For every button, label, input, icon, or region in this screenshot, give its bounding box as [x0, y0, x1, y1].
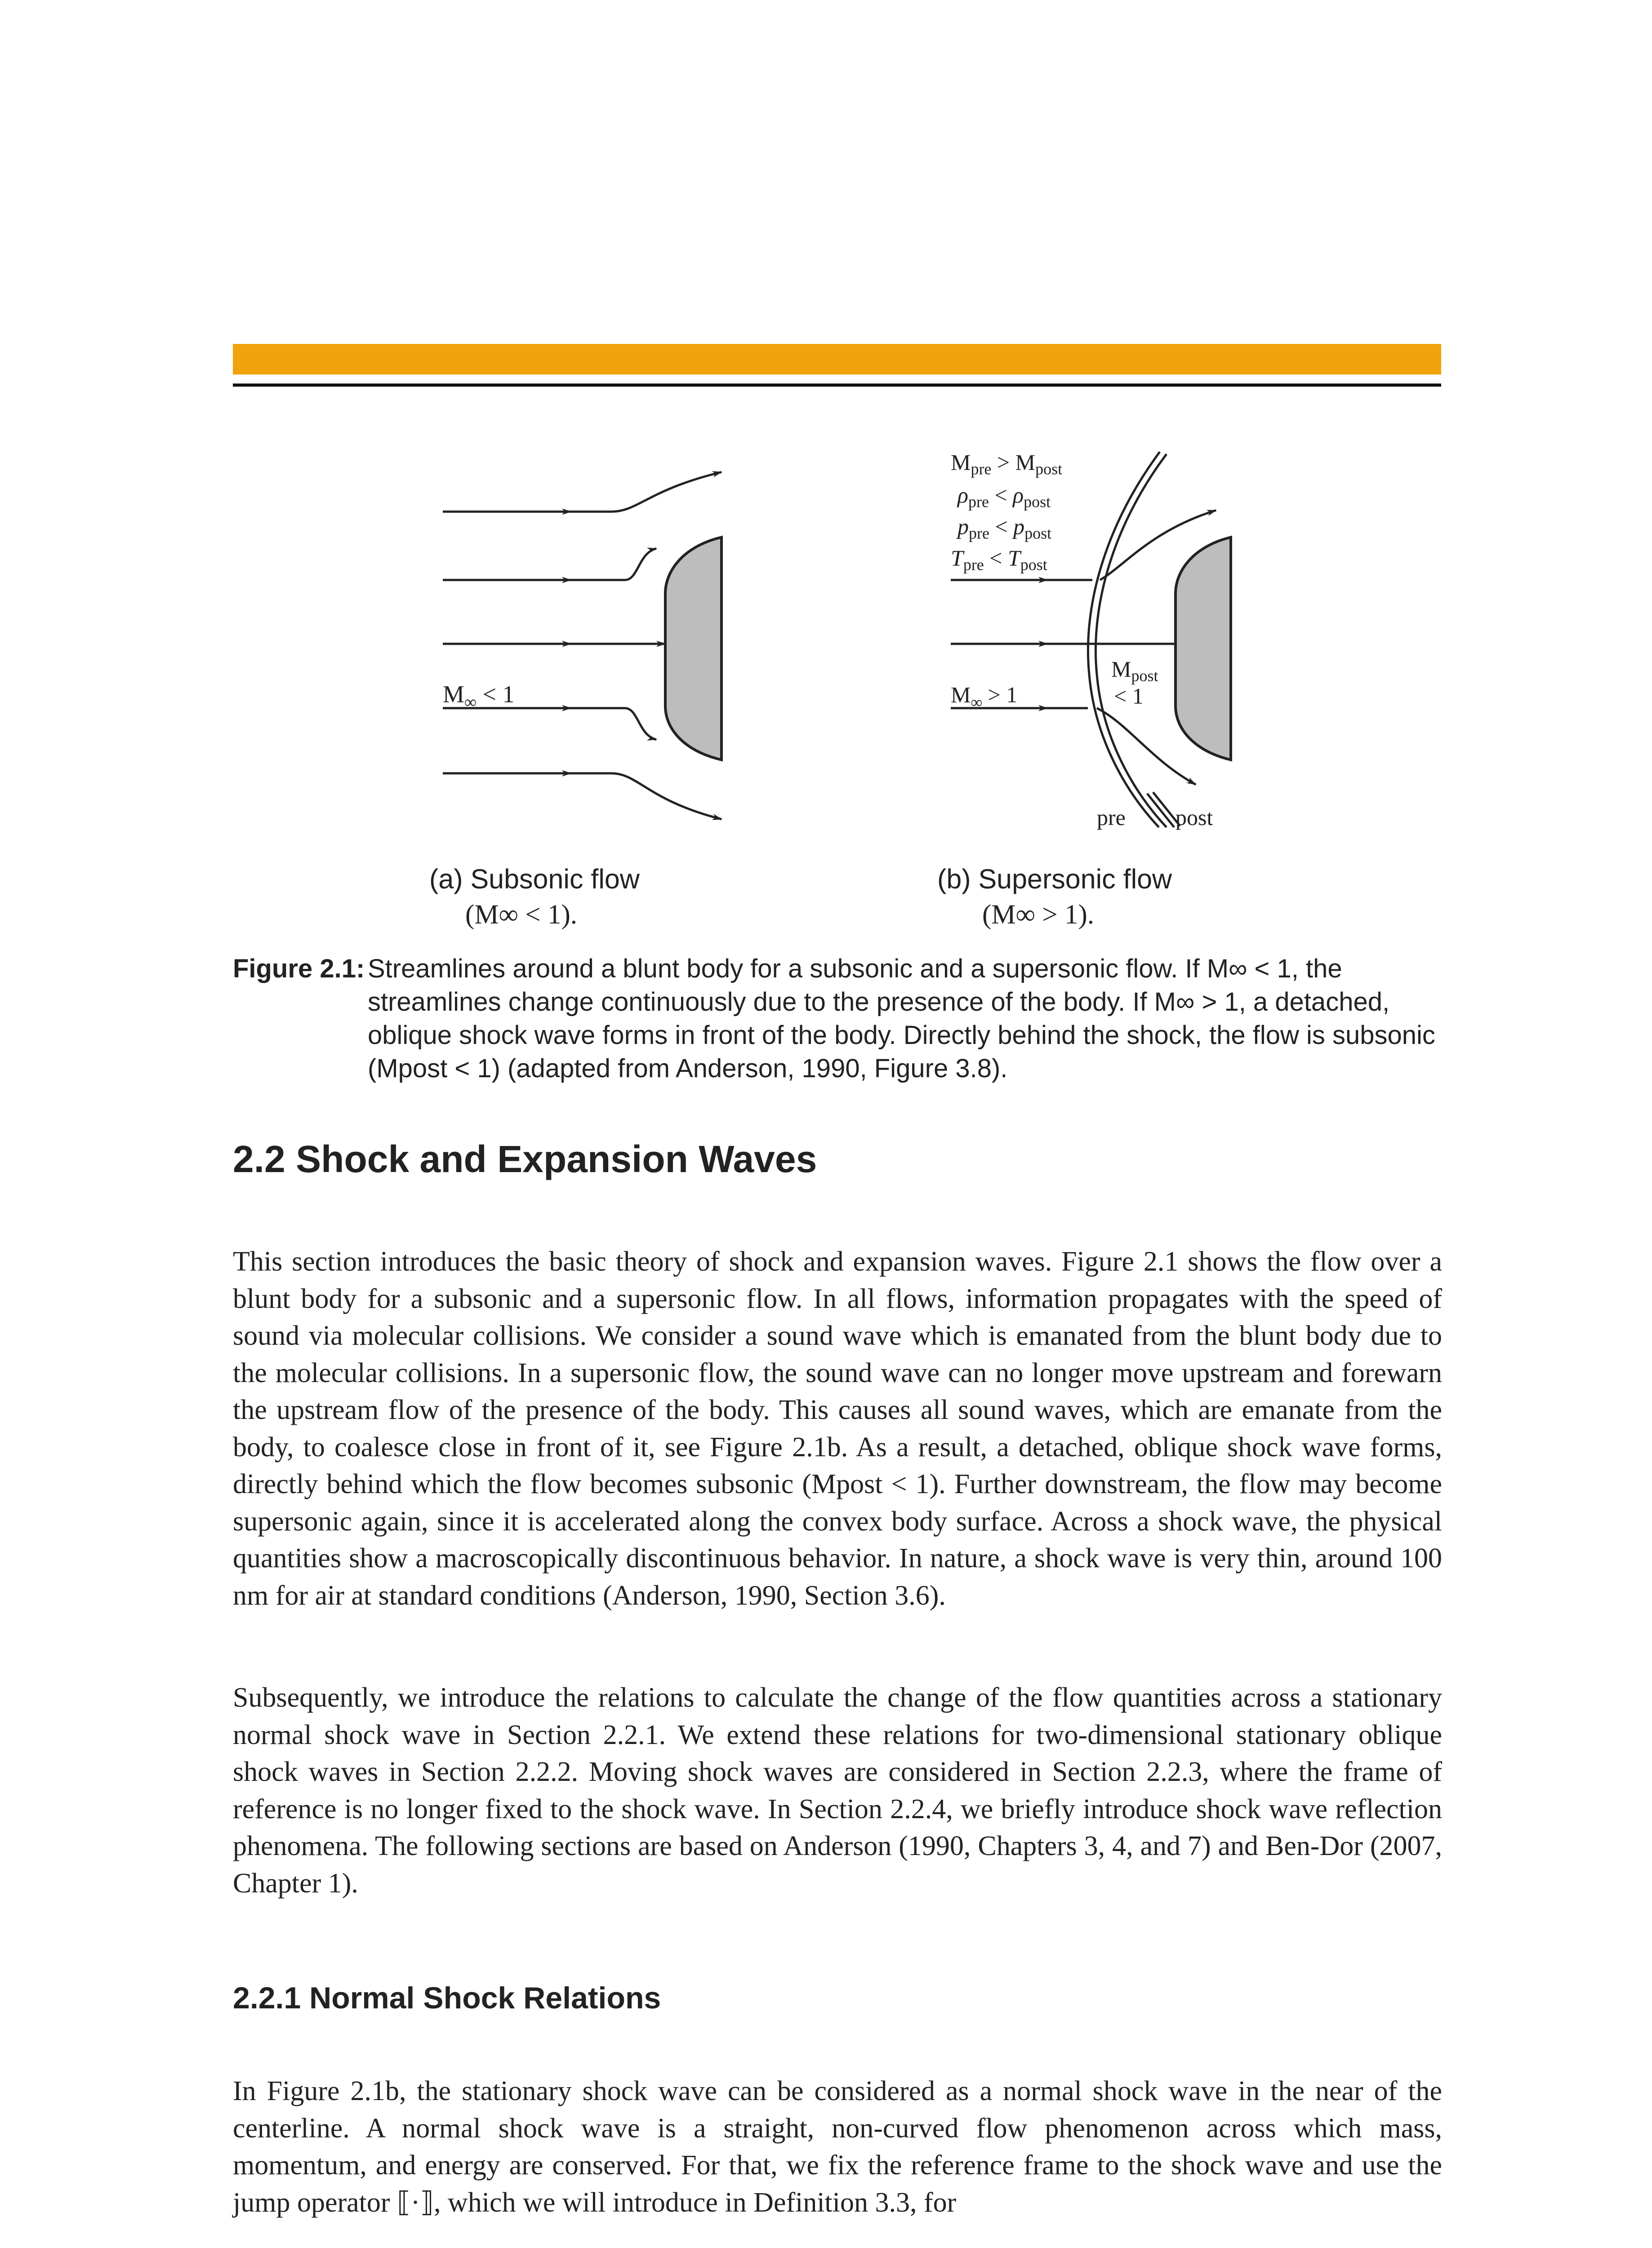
caption-text: Streamlines around a blunt body for a subsonic and a supersonic flow. If M∞ < 1, the streamlines change continuously due to the presence of the body. If M∞ > 1, a detached, oblique shock wave forms in front of the body. Directly behind the shock, the flow is subsonic (Mpost < 1) (adapted from Anderson, 1990, Figure 3.8). — [368, 954, 1435, 1083]
post-mach-label: $M_{post}$ — [1111, 656, 1158, 685]
subsection-paragraph-1: In Figure 2.1b, the stationary shock wave can be considered as a normal shock wave in the near of the centerline. A normal shock wave is a straight, non-curved flow phenomenon across which mass, momentum, and energy are conserved. For that, we fix the reference frame to the shock wave and use the jump operator ⟦·⟧, which we will introduce in Definition 3.3, for — [233, 2076, 1442, 2218]
blunt-body — [1176, 537, 1231, 760]
streamline — [443, 773, 721, 819]
subsection-heading: 2.2.1 Normal Shock Relations — [233, 1981, 661, 2015]
mach-label-a: $M_\infty < 1$ — [443, 681, 515, 712]
subcaption-a-line2: (M∞ < 1). — [465, 900, 578, 930]
subcaption-a — [429, 861, 640, 933]
streamline — [443, 708, 656, 740]
relation-temperature: $T_{pre} < T_{post}$ — [951, 545, 1047, 574]
subcaption-b-line2: (M∞ > 1). — [982, 900, 1095, 930]
streamline — [443, 472, 721, 512]
mach-label-b: $M_\infty > 1$ — [951, 682, 1018, 711]
subcaption-b — [937, 861, 1172, 933]
pre-label: pre — [1097, 805, 1126, 830]
shock-wave-inner — [1088, 452, 1160, 827]
shock-wave-outer — [1095, 454, 1167, 827]
caption-label: Figure 2.1: — [233, 954, 365, 983]
blunt-body — [665, 537, 721, 760]
section-heading: 2.2 Shock and Expansion Waves — [233, 1138, 817, 1180]
post-mach-lt: < 1 — [1114, 683, 1144, 709]
post-label: post — [1176, 805, 1213, 830]
section-paragraph-1: This section introduces the basic theory of shock and expansion waves. Figure 2.1 shows the flow over a blunt body for a subsonic and a supersonic flow. In all flows, information propagates with the speed of sound via molecular collisions. We consider a sound wave which is emanated from the blunt body due to the molecular collisions. In a supersonic flow, the sound wave can no longer move upstream and forewarn the upstream flow of the presence of the body. This causes all sound waves, which are emanate from the body, to coalesce close in front of it, see Figure 2.1b. As a result, a detached, oblique shock wave forms, directly behind which the flow becomes subsonic (Mpost < 1). Further downstream, the flow may become supersonic again, since it is accelerated along the convex body surface. Across a shock wave, the physical quantities show a macroscopically discontinuous behavior. In nature, a shock wave is very thin, around 100 nm for air at standard conditions (Anderson, 1990, Section 3.6). — [233, 1246, 1442, 1611]
relation-pressure: $p_{pre} < p_{post}$ — [957, 514, 1052, 542]
subfigure-a-diagram — [443, 472, 721, 819]
subfigure-b-diagram — [951, 452, 1231, 827]
subcaption-a-line1: (a) Subsonic flow — [429, 864, 640, 894]
streamline — [443, 549, 656, 580]
relation-density: $\rho_{pre} < \rho_{post}$ — [957, 482, 1051, 511]
figure-caption — [233, 952, 1447, 1085]
figure-2-1 — [0, 0, 1652, 944]
relation-mach: $M_{pre} > M_{post}$ — [951, 450, 1063, 478]
section-paragraph-2: Subsequently, we introduce the relations to calculate the change of the flow quantities across a stationary normal shock wave in Section 2.2.1. We extend these relations for two-dimensional stationary oblique shock waves in Section 2.2.2. Moving shock waves are considered in Section 2.2.3, where the frame of reference is no longer fixed to the shock wave. In Section 2.2.4, we briefly introduce shock wave reflection phenomena. The following sections are based on Anderson (1990, Chapters 3, 4, and 7) and Ben-Dor (2007, Chapter 1). — [233, 1682, 1442, 1899]
subcaption-b-line1: (b) Supersonic flow — [937, 864, 1172, 894]
